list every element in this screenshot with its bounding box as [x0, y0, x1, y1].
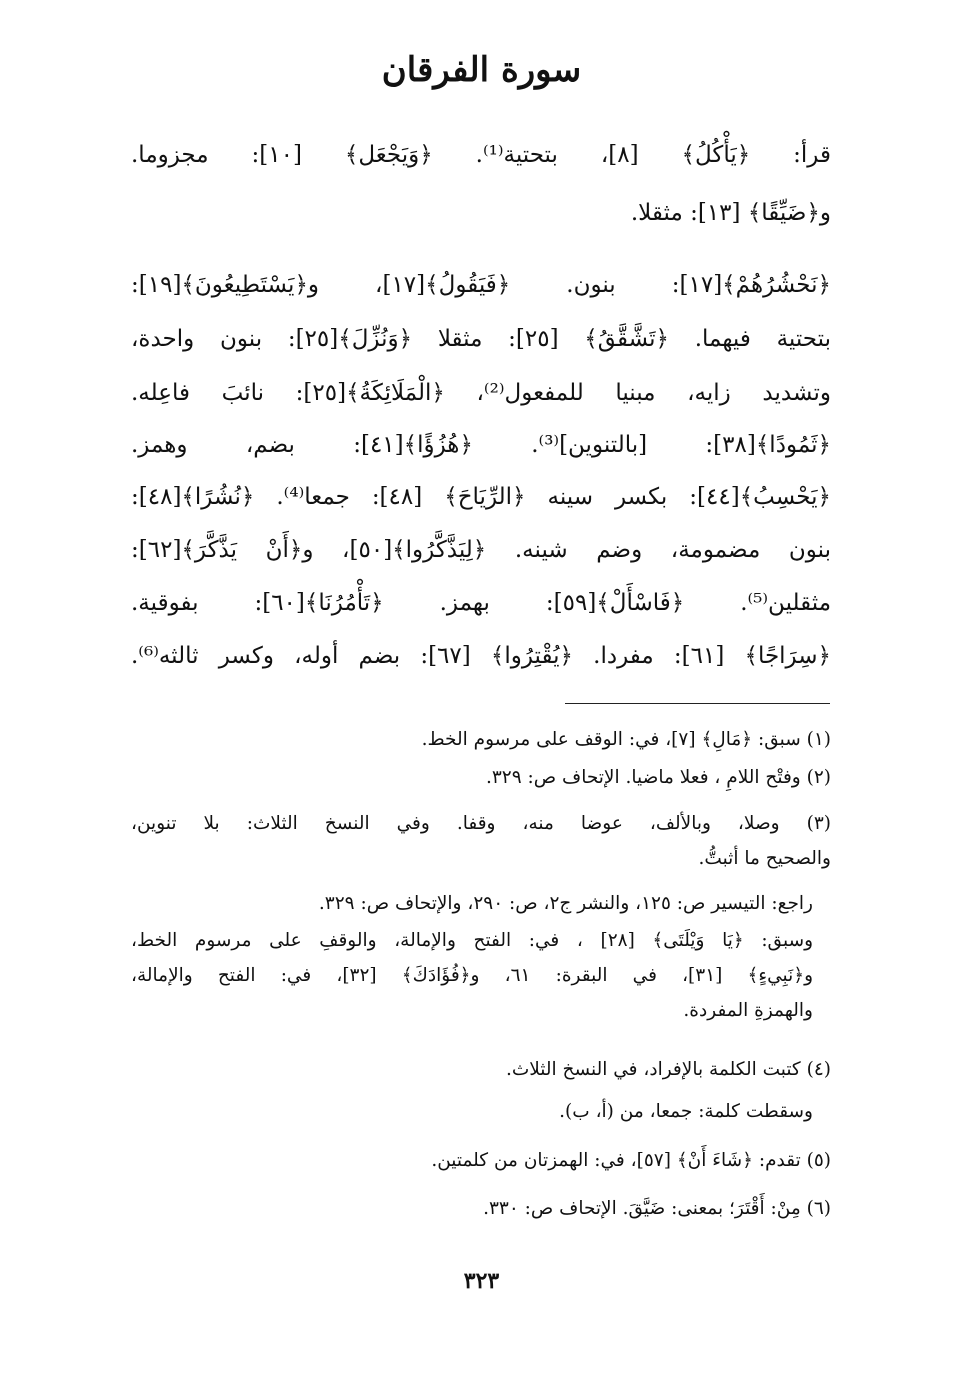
footnote-line: وسبق: ﴿يَا وَيْلَتَى﴾ [٢٨] ، في: الفتح والإمالة، والوقفِ على مرسوم الخط،	[131, 930, 813, 951]
footnote-line: والهمزةِ المفردة.	[683, 1000, 813, 1021]
footnote-line: والصحيح ما أثبتُّ.	[698, 848, 831, 869]
text-line: ﴿يَحْسِبُ﴾[٤٤]: بكسر سينه ﴿الرِّيَاحَ﴾ [٤٨]: جمعا⁽⁴⁾. ﴿نُشُرًا﴾[٤٨]:	[131, 484, 831, 510]
footnote-line: (٦) مِنْ: أَقْتَرَ؛ بمعنى: ضَيَّقَ. الإتحاف ص: ٣٣٠.	[483, 1198, 831, 1219]
footnote-divider	[565, 703, 830, 704]
footnote-line: (٢) وفتْح اللامِ ، فعلا ماضيا. الإتحاف ص: ٣٢٩.	[485, 767, 831, 788]
text-line: ﴿سِرَاجًا﴾ [٦١]: مفردا. ﴿يُقْتِرُوا﴾ [٦٧]: بضم أوله، وكسر ثالثه⁽⁶⁾.	[131, 643, 831, 669]
page-number: ٣٢٣	[463, 1268, 500, 1294]
text-line: قرأ: ﴿يَأْكُلُ﴾ [٨]، بتحتية⁽¹⁾. ﴿وَيَجْعَل﴾ [١٠]: مجزوما.	[131, 142, 831, 168]
footnote-line: راجع: التيسير ص: ١٢٥، والنشر ج٢، ص: ٢٩٠، والإتحاف ص: ٣٢٩.	[318, 893, 813, 914]
footnote-line: (١) سبق: ﴿مَالِ﴾ [٧]، في: الوقف على مرسوم الخط.	[421, 729, 831, 750]
text-line: ﴿نَحْشُرُهُمْ﴾[١٧]: بنون. ﴿فَيَقُولُ﴾[١٧]، و﴿يَسْتَطِيعُونَ﴾[١٩]:	[131, 272, 832, 298]
text-line: و﴿ضَيِّقًا﴾ [١٣]: مثقلا.	[630, 200, 831, 226]
footnote-line: (٣) وصلا، وبالألف، عوضا منه، وقفا. وفي النسخ الثلاث: بلا تنوين،	[131, 813, 831, 834]
footnote-line: و﴿نَبِيءٍ﴾ [٣١]، في البقرة: ٦١، و﴿فُؤَادَكَ﴾ [٣٢]، في: الفتح والإمالة،	[131, 965, 814, 986]
text-line: وتشديد زايه، مبنيا للمفعول⁽²⁾، ﴿الْمَلَائِكَةُ﴾[٢٥]: نائبَ فاعِله.	[131, 380, 831, 406]
text-line: ﴿ثَمُودًا﴾[٣٨]: [بالتنوين]⁽³⁾. ﴿هُزُؤًا﴾[٤١]: بضم، وهمز.	[131, 432, 831, 458]
footnote-line: (٤) كتبت الكلمة بالإفراد، في النسخ الثلاث.	[505, 1059, 831, 1080]
text-line: مثقلين⁽⁵⁾. ﴿فَاسْأَلْ﴾[٥٩]: بهمز. ﴿تَأْمُرُنَا﴾[٦٠]: بفوقية.	[131, 590, 832, 616]
footnote-line: وسقطت كلمة: جمعا، من (أ، ب).	[559, 1101, 813, 1122]
footnote-line: (٥) تقدم: ﴿شَاءَ أَنْ﴾ [٥٧]، في: الهمزتان من كلمتين.	[431, 1150, 831, 1171]
text-line: بتحتية فيهما. ﴿تَشَّقَّقُ﴾ [٢٥]: مثقلا ﴿وَنُزِّلَ﴾[٢٥]: بنون واحدة،	[131, 326, 831, 352]
text-line: بنون مضمومة، وضم شينه. ﴿لِيَذَّكَّرُوا﴾[٥٠]، و﴿أَنْ يَذَّكَّرَ﴾[٦٢]:	[131, 537, 832, 563]
page-title: سورة الفرقان	[381, 50, 582, 90]
